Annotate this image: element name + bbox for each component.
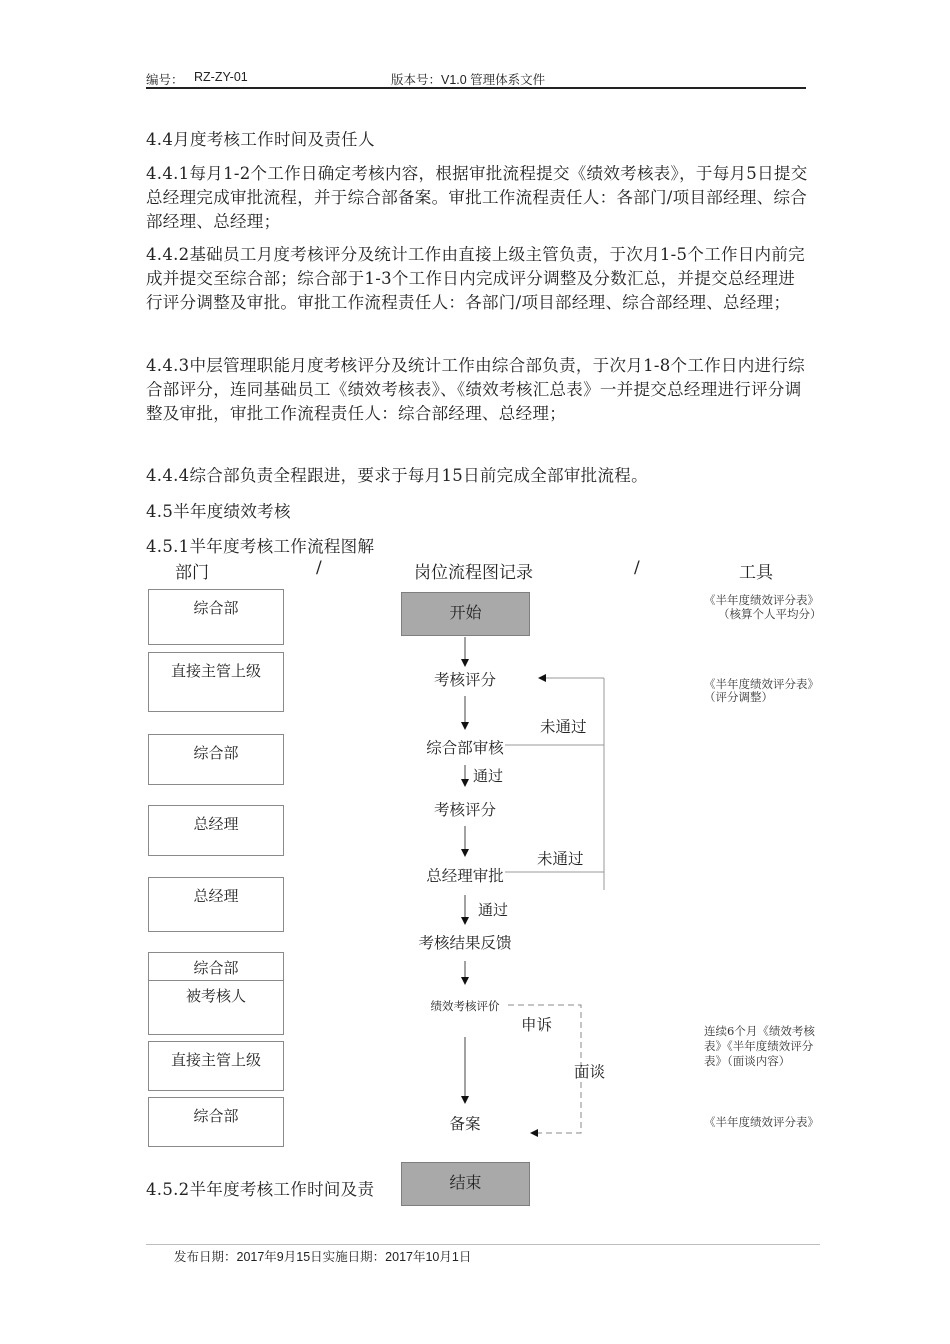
footer-rule <box>146 1244 820 1245</box>
dept-box: 综合部 <box>148 734 284 785</box>
column-header-flow: 岗位流程图记录 <box>414 563 533 583</box>
section-heading-4-5: 4.5半年度绩效考核 <box>146 502 291 521</box>
dept-box: 总经理 <box>148 805 284 856</box>
tool-note: 表》（面谈内容） <box>704 1054 791 1068</box>
flow-step: 考核评分 <box>433 801 496 819</box>
doc-code-label: 编号： <box>146 73 184 87</box>
tool-note: （核算个人平均分） <box>718 607 822 621</box>
flow-label-passed: 通过 <box>473 767 504 785</box>
dept-box: 综合部 <box>148 589 284 645</box>
flow-label-not-passed: 未通过 <box>540 718 587 736</box>
flow-label-not-passed: 未通过 <box>537 850 584 868</box>
column-separator: / <box>316 558 322 578</box>
flow-start-box: 开始 <box>401 592 530 636</box>
flow-step: 综合部审核 <box>426 739 504 757</box>
dept-box: 直接主管上级 <box>148 1041 284 1091</box>
paragraph-4-4-2: 4.4.2基础员工月度考核评分及统计工作由直接上级主管负责，于次月1-5个工作日内前完成并提交至综合部；综合部于1-3个工作日内完成评分调整及分数汇总，并提交总经理进行评分调整及审批。审批工作流程责任人：各部门/项目部经理、综合部经理、总经理； <box>146 245 805 312</box>
dept-box: 综合部 <box>148 1097 284 1147</box>
dept-box: 被考核人 <box>148 980 284 1035</box>
tool-note: （评分调整） <box>704 690 773 704</box>
tool-note: 连续6个月《绩效考核 <box>704 1024 815 1038</box>
paragraph-4-4-1: 4.4.1每月1-2个工作日确定考核内容，根据审批流程提交《绩效考核表》，于每月5日提交总经理完成审批流程，并于综合部备案。审批工作流程责任人：各部门/项目部经理、综合部经理、总经理； <box>146 164 808 231</box>
footer-dates: 发布日期：2017年9月15日实施日期：2017年10月1日 <box>174 1250 472 1264</box>
tool-note: 《半年度绩效评分表》 <box>704 593 819 607</box>
paragraph-4-4-4: 4.4.4综合部负责全程跟进，要求于每月15日前完成全部审批流程。 <box>146 466 648 485</box>
doc-version: 版本号：V1.0 管理体系文件 <box>391 73 546 87</box>
tool-note: 《半年度绩效评分表》 <box>704 677 819 691</box>
dept-box: 直接主管上级 <box>148 652 284 712</box>
tool-note: 《半年度绩效评分表》 <box>704 1115 819 1129</box>
flow-label-interview: 面谈 <box>574 1063 606 1081</box>
flow-step: 考核结果反馈 <box>418 934 512 952</box>
tool-note: 表》《半年度绩效评分 <box>704 1039 814 1053</box>
section-heading-4-4: 4.4月度考核工作时间及责任人 <box>146 130 375 149</box>
column-header-dept: 部门 <box>175 563 209 583</box>
flow-step: 备案 <box>449 1115 481 1133</box>
dept-box: 综合部 <box>148 952 284 982</box>
section-heading-4-5-1: 4.5.1半年度考核工作流程图解 <box>146 537 375 556</box>
flow-step: 总经理审批 <box>426 867 504 885</box>
flow-label-appeal: 申诉 <box>521 1016 553 1034</box>
doc-code-value: RZ-ZY-01 <box>194 70 248 84</box>
paragraph-4-4-3: 4.4.3中层管理职能月度考核评分及统计工作由综合部负责，于次月1-8个工作日内进行综合部评分，连同基础员工《绩效考核表》、《绩效考核汇总表》一并提交总经理进行评分调整及审批，审批工作流程责任人：综合部经理、总经理； <box>146 356 805 423</box>
dept-box: 总经理 <box>148 877 284 932</box>
column-header-tool: 工具 <box>739 563 773 583</box>
flow-step: 考核评分 <box>433 671 496 689</box>
flow-step: 绩效考核评价 <box>430 999 500 1013</box>
flow-label-passed: 通过 <box>478 901 509 919</box>
column-separator: / <box>634 558 640 578</box>
flow-end-box: 结束 <box>401 1162 530 1206</box>
section-heading-4-5-2: 4.5.2半年度考核工作时间及责 <box>146 1180 375 1199</box>
